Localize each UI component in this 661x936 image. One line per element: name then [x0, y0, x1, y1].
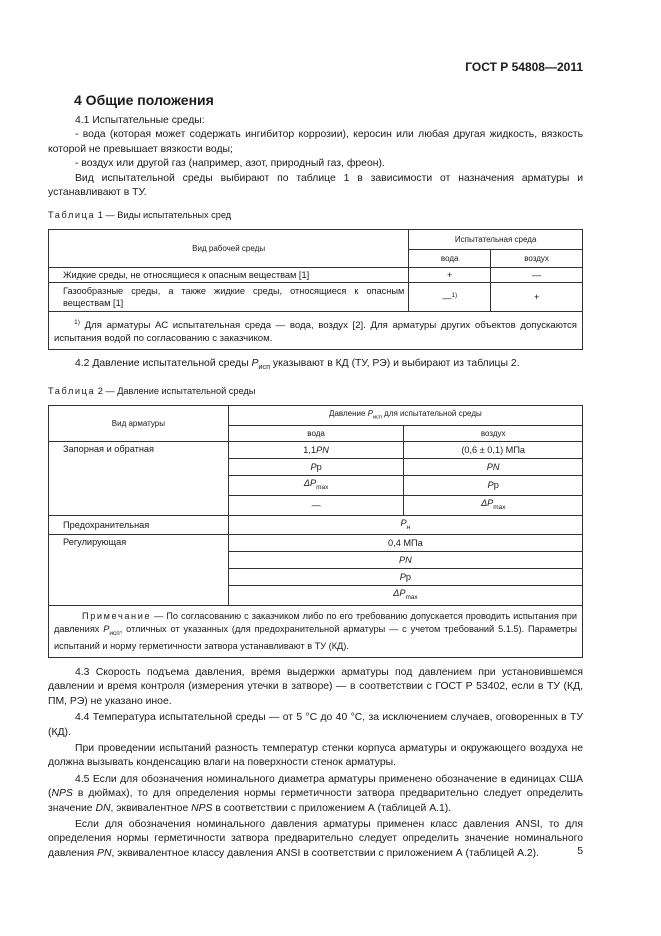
section-title: 4 Общие положения — [74, 92, 214, 108]
t2-row-safety: Предохранительная — [49, 515, 229, 535]
t2-note-p: P — [103, 623, 110, 634]
t2-header-pressure — [228, 406, 582, 426]
t2-stop-water-1-b: PN — [316, 445, 329, 455]
t2-stop-air-2 — [404, 459, 583, 476]
t1-row2-air: + — [491, 283, 583, 312]
table-1 — [48, 229, 583, 350]
t2-stop-air-3 — [404, 476, 583, 496]
t1-row1-kind: Жидкие среды, не относящиеся к опасным веществам [1] — [49, 268, 409, 283]
t2-row-stop: Запорная и обратная — [49, 442, 229, 516]
t2-stop-air-4-d: ΔP — [480, 497, 494, 508]
paragraph-4-3: 4.3 Скорость подъема давления, время выдержки арматуры под давлением при установившемся давлении и время контроля (измерения утечки в затворе) — в соответствии с ГОСТ Р 53402, если в ТУ (КД, ПМ, РЭ) не указано иное. — [48, 667, 583, 707]
t2-note — [49, 606, 583, 657]
p42-sub: исп — [258, 362, 271, 372]
p41-line-3: - воздух или другой газ (например, азот, природный газ, фреон). — [75, 158, 385, 170]
t2-header-pressure-p: P — [367, 408, 373, 418]
t2-stop-water-2 — [228, 459, 404, 476]
t2-stop-water-1 — [228, 442, 404, 459]
t1-row2-water-footnote: 1) — [451, 291, 458, 299]
t2-reg-4-sub: max — [405, 594, 418, 602]
t2-safety-sub: н — [406, 523, 411, 531]
t1-footnote-mark: 1) — [74, 319, 80, 326]
t2-stop-water-1-a: 1,1 — [303, 445, 317, 455]
t2-header-pressure-b: для испытательной среды — [381, 408, 482, 418]
t2-stop-air-3-p: P — [487, 480, 494, 491]
p45-d: в соответствии с приложением А (таблицей А.1). — [212, 802, 452, 814]
t2-stop-water-3 — [228, 476, 404, 496]
t2-reg-3-p: P — [399, 572, 406, 583]
p42-line — [48, 357, 583, 374]
t2-note-word: Примечание — [82, 611, 152, 622]
t2-header-kind: Вид арматуры — [49, 406, 229, 442]
t2-note-a: — По согласованию с заказчиком либо по его требованию допускается проводить испытания при давлениях — [54, 611, 577, 634]
t1-header-medium: Испытательная среда — [409, 230, 583, 250]
p45-c: , эквивалентное — [110, 802, 192, 814]
p45b-a: Если для обозначения номинального давления арматуры применен класс давления ANSI, то для определения нормы герметичности затвора предварительно следует определить значение номинального давления — [48, 819, 583, 859]
p42-p: P — [251, 358, 259, 369]
t1-footnote — [49, 312, 583, 350]
table2-caption-word: Таблица — [48, 386, 96, 396]
paragraph-4-4: 4.4 Температура испытательной среды — от 5 °С до 40 °С, за исключением случаев, оговоренных в ТУ (КД). — [48, 712, 583, 738]
t2-stop-air-3-sub: р — [493, 480, 499, 491]
t1-row2-kind: Газообразные среды, а также жидкие среды, относящиеся к опасным веществам [1] — [49, 283, 409, 312]
p41-line-4: Вид испытательной среды выбирают по таблице 1 в зависимости от назначения арматуры и устанавливают в ТУ. — [48, 172, 583, 199]
t2-note-b: , отличных от указанных (для предохранительной арматуры — с учетом требований 5.1.5). Параметры испытаний и норму герметичности затвора устанавливают в ТУ (КД). — [54, 623, 577, 652]
table2-caption-rest: 2 — Давление испытательной среды — [97, 386, 256, 396]
p45-dn: DN — [95, 802, 111, 814]
t2-safety-value — [228, 515, 582, 535]
t2-header-pressure-sub: исп — [372, 414, 382, 421]
t2-stop-air-2-value: PN — [486, 462, 500, 472]
t2-header-water: вода — [228, 426, 404, 442]
t2-reg-3-sub: р — [405, 572, 412, 583]
paragraph-4-4-b: При проведении испытаний разность температур стенки корпуса арматуры и окружающего воздуха не должна вызывать конденсацию влаги на поверхности стенок арматуры. — [48, 743, 583, 769]
t2-stop-water-4: — — [228, 495, 404, 515]
paragraph-4-5 — [48, 773, 583, 816]
t2-safety-p: P — [400, 517, 407, 528]
t2-row-regulating: Регулирующая — [49, 535, 229, 606]
t1-row1-water: + — [409, 268, 491, 283]
t1-row1-air: — — [491, 268, 583, 283]
t2-reg-4-d: ΔP — [393, 588, 406, 599]
table1-caption — [48, 210, 231, 220]
p42-b: указывают в КД (ТУ, РЭ) и выбирают из таблицы 2. — [270, 358, 520, 369]
p45-nps1: NPS — [51, 788, 73, 800]
t1-row2-water — [409, 283, 491, 312]
t1-header-air: воздух — [491, 250, 583, 268]
p45-nps2: NPS — [191, 802, 213, 814]
t2-reg-4 — [228, 586, 582, 606]
t2-stop-water-3-d: ΔP — [303, 478, 317, 488]
t2-header-air: воздух — [404, 426, 583, 442]
t2-stop-air-4 — [404, 495, 583, 515]
table1-caption-word: Таблица — [48, 210, 96, 220]
t1-footnote-text: Для арматуры АС испытательная среда — вода, воздух [2]. Для арматуры других объектов допускаются испытания водой по согласованию с заказчиком. — [54, 320, 577, 345]
p45b-pn: PN — [97, 847, 112, 859]
p45-a: 4.5 Если для обозначения номинального диаметра арматуры применено обозначение в единицах США ( — [48, 773, 583, 800]
page-number: 5 — [577, 846, 583, 857]
t2-reg-2-value: PN — [399, 555, 412, 566]
paragraphs-4-3-to-4-5 — [48, 666, 583, 861]
p41-line-2: - вода (которая может содержать ингибитор коррозии), керосин или любая другая жидкость, вязкость которой не превышает вязкости воды; — [48, 129, 583, 155]
t2-stop-air-4-sub: max — [493, 503, 506, 511]
table2-caption — [48, 386, 255, 396]
p45-b: в дюймах), то для определения нормы герметичности затвора предварительно следует определить значение — [48, 788, 583, 814]
t2-header-pressure-a: Давление — [329, 408, 368, 418]
t2-stop-water-2-sub: р — [316, 462, 322, 472]
document-code: ГОСТ Р 54808—2011 — [465, 60, 583, 74]
t2-reg-3 — [228, 569, 582, 586]
paragraph-4-5-b — [48, 818, 583, 861]
t2-stop-water-3-sub: max — [316, 483, 329, 491]
table1-caption-rest: 1 — Виды испытательных сред — [97, 210, 232, 220]
p42-a: 4.2 Давление испытательной среды — [75, 358, 252, 369]
t1-header-water: вода — [409, 250, 491, 268]
t2-stop-water-2-p: P — [310, 462, 317, 472]
t2-stop-air-1: (0,6 ± 0,1) МПа — [404, 442, 583, 459]
p45b-b: , эквивалентное классу давления ANSI в соответствии с приложением А (таблицей А.2). — [111, 847, 540, 859]
t1-header-kind: Вид рабочей среды — [49, 230, 409, 268]
t1-row2-water-value: — — [442, 293, 452, 304]
p41-line-1: 4.1 Испытательные среды: — [75, 115, 205, 126]
table-2 — [48, 405, 583, 658]
t2-reg-2 — [228, 552, 582, 569]
t2-reg-1: 0,4 МПа — [228, 535, 582, 552]
paragraph-4-1 — [48, 114, 583, 200]
paragraph-4-2 — [48, 357, 583, 374]
t2-note-sub: исп — [109, 629, 120, 637]
